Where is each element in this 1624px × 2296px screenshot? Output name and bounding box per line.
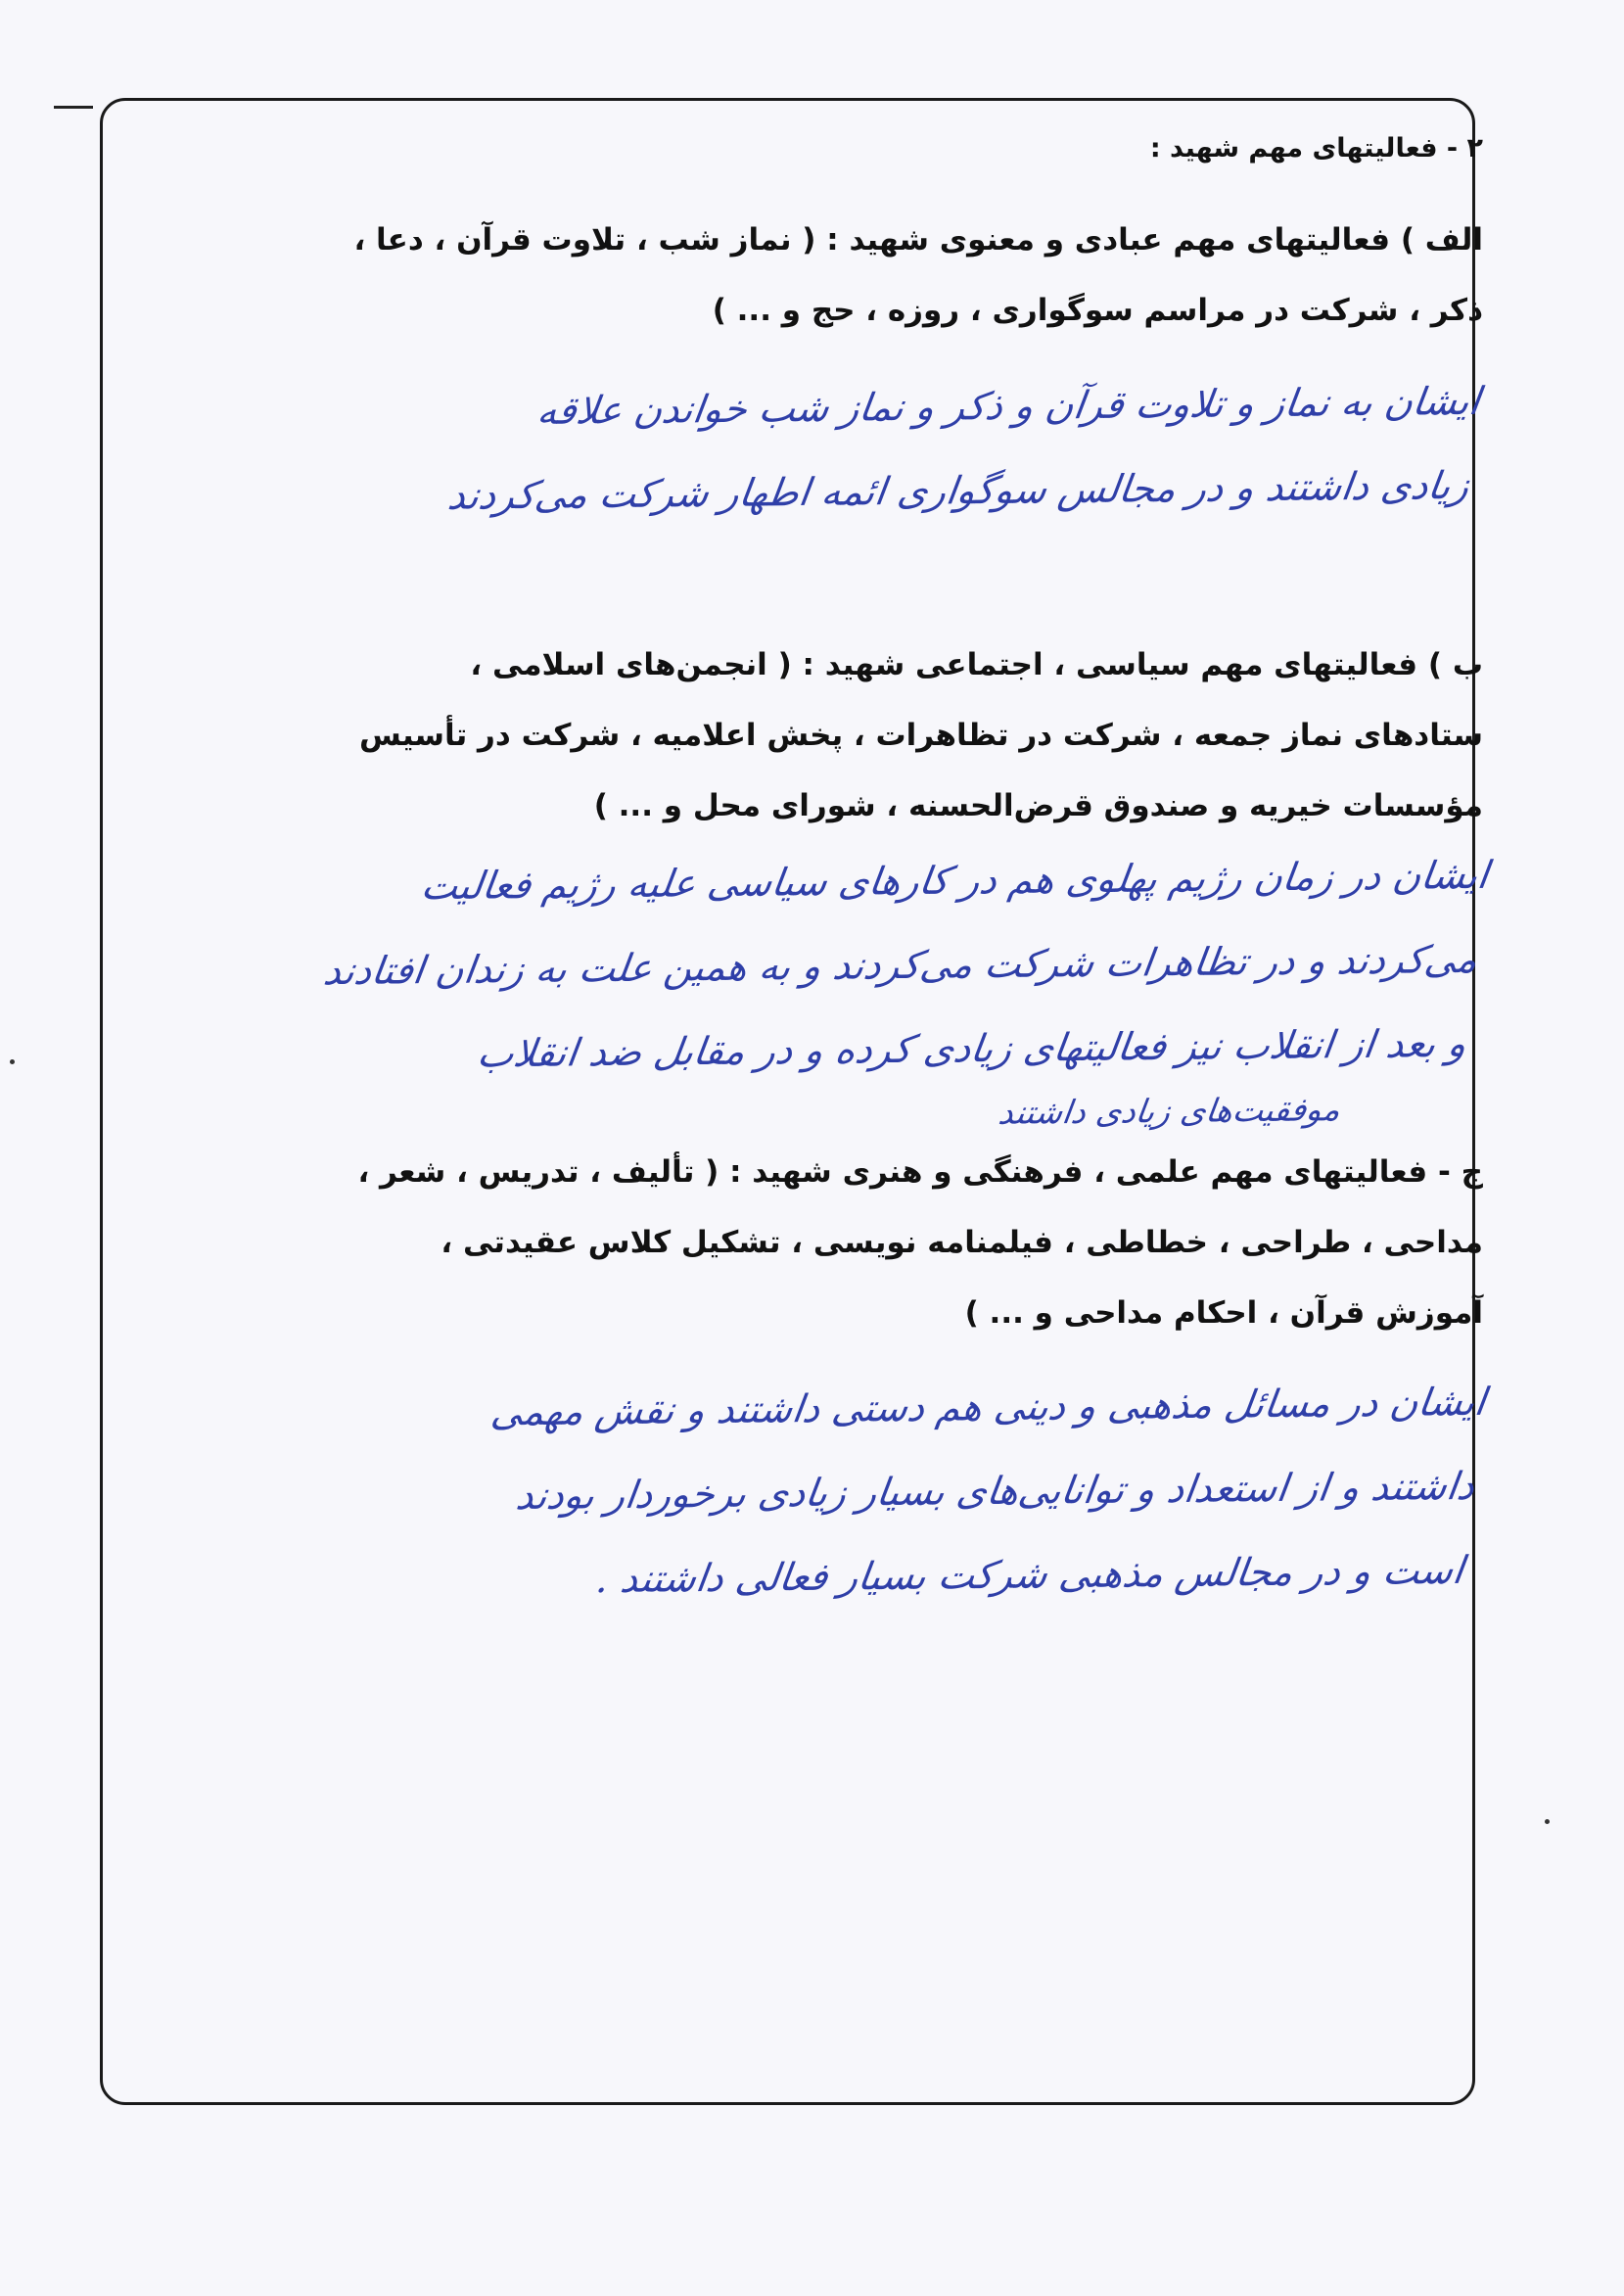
section-c-handwriting [119, 1361, 1501, 1627]
section-a-printed [137, 205, 1483, 346]
printed-line: ج - فعالیتهای مهم علمی ، فرهنگی و هنری شهید : ( تألیف ، تدریس ، شعر ، [357, 1154, 1483, 1190]
printed-line: مداحی ، طراحی ، خطاطی ، فیلمنامه نویسی ، تشکیل کلاس عقیدتی ، [441, 1225, 1483, 1260]
section-b-handwriting [116, 834, 1503, 1144]
handwritten-line: ایشان به نماز و تلاوت قرآن و ذکر و نماز شب خواندن علاقه [534, 379, 1483, 434]
handwritten-line: موفقیت‌های زیادی داشتند [996, 1090, 1343, 1132]
handwritten-line: زیادی داشتند و در مجالس سوگواری ائمه اطهار شرکت می‌کردند [444, 463, 1472, 519]
handwritten-line: داشتند و از استعداد و توانایی‌های بسیار زیادی برخوردار بودند [513, 1464, 1477, 1520]
printed-line: آموزش قرآن ، احکام مداحی و ... ) [964, 1295, 1483, 1331]
printed-line: ذکر ، شرکت در مراسم سوگواری ، روزه ، حج و ... ) [712, 293, 1483, 328]
page-edge-mark [54, 106, 93, 109]
handwritten-line: است و در مجالس مذهبی شرکت بسیار فعالی داشتند . [593, 1548, 1466, 1603]
section-b-printed [137, 630, 1483, 841]
section-c-printed [137, 1137, 1483, 1348]
page-heading: ۲ - فعالیتهای مهم شهید : [1149, 133, 1483, 164]
handwritten-line: و بعد از انقلاب نیز فعالیتهای زیادی کرده و در مقابل ضد انقلاب [474, 1021, 1469, 1077]
printed-line: ب ) فعالیتهای مهم سیاسی ، اجتماعی شهید : ( انجمن‌های اسلامی ، [470, 647, 1483, 682]
document-content [137, 117, 1491, 1620]
scan-dot [10, 1059, 15, 1064]
handwritten-line: می‌کردند و در تظاهرات شرکت می‌کردند و به همین علت به زندان افتادند [320, 937, 1480, 995]
printed-line: ستادهای نماز جمعه ، شرکت در تظاهرات ، پخش اعلامیه ، شرکت در تأسیس [359, 718, 1483, 753]
handwritten-line: ایشان در مسائل مذهبی و دینی هم دستی داشتند و نقش مهمی [487, 1380, 1489, 1435]
scan-dot [1545, 1819, 1550, 1824]
section-a-handwriting [125, 360, 1495, 542]
printed-line: مؤسسات خیریه و صندوق قرض‌الحسنه ، شورای محل و ... ) [593, 788, 1483, 823]
printed-line: الف ) فعالیتهای مهم عبادی و معنوی شهید : ( نماز شب ، تلاوت قرآن ، دعا ، [353, 222, 1483, 258]
handwritten-line: ایشان در زمان رژیم پهلوی هم در کارهای سیاسی علیه رژیم فعالیت [418, 853, 1491, 910]
